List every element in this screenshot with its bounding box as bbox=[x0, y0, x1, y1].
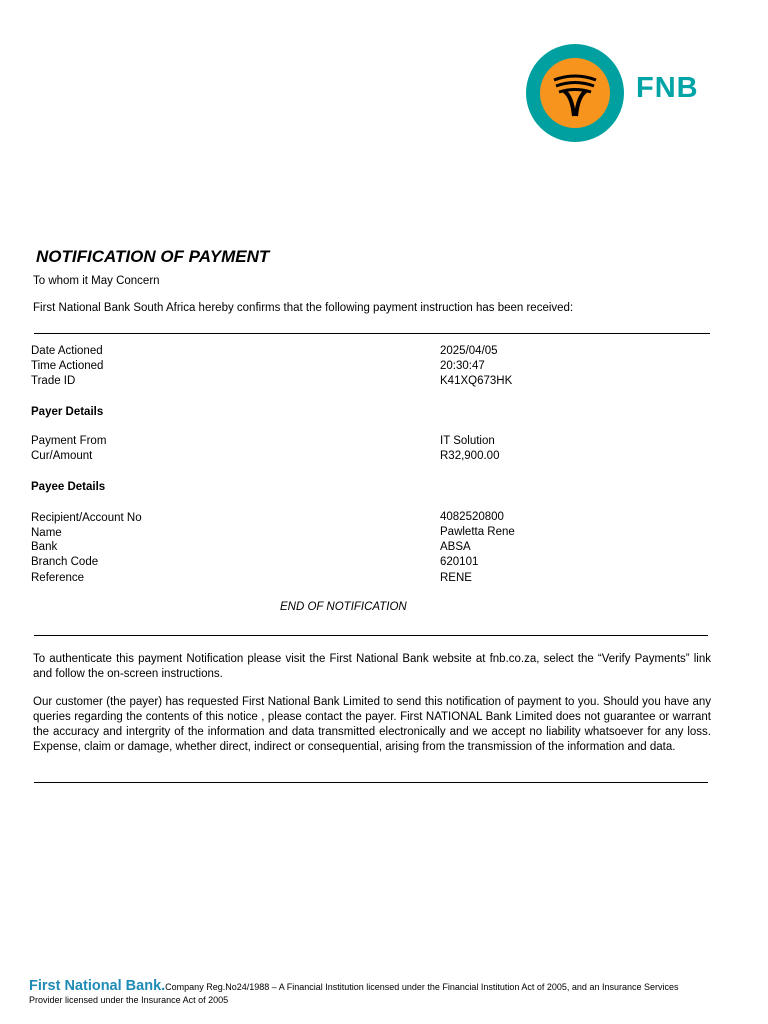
time-actioned-label: Time Actioned bbox=[31, 360, 104, 372]
disclaimer-text: Our customer (the payer) has requested First National Bank Limited to send this notification of payment to you. Should you have any queries regarding the contents of this notice , please contact the payer. First NATIONAL Bank Limited does not guarantee or warrant the accuracy and intergrity of the information and data transmitted electronically and we accept no liability whatsoever for any loss. Expense, claim or damage, whether direct, indirect or consequential, arising from the transmission of the information and data. bbox=[33, 696, 711, 753]
reference-value: RENE bbox=[440, 572, 472, 584]
time-actioned-value: 20:30:47 bbox=[440, 360, 485, 372]
authenticate-text: To authenticate this payment Notification please visit the First National Bank website at fnb.co.za, select the “Verify Payments” link and follow the on-screen instructions. bbox=[33, 653, 711, 680]
branch-code-value: 620101 bbox=[440, 556, 479, 568]
bank-value: ABSA bbox=[440, 541, 471, 553]
intro-text: First National Bank South Africa hereby confirms that the following payment instruction has been received: bbox=[33, 302, 574, 314]
divider bbox=[34, 333, 710, 334]
divider bbox=[34, 635, 708, 636]
thorn-tree-icon bbox=[540, 58, 610, 128]
divider bbox=[34, 782, 708, 783]
footer bbox=[29, 980, 709, 1007]
amount-label: Cur/Amount bbox=[31, 450, 93, 462]
date-actioned-value: 2025/04/05 bbox=[440, 345, 498, 357]
amount-value: R32,900.00 bbox=[440, 450, 500, 462]
fnb-logo bbox=[526, 44, 716, 144]
reference-label: Reference bbox=[31, 572, 85, 584]
salutation: To whom it May Concern bbox=[33, 275, 160, 287]
name-value: Pawletta Rene bbox=[440, 526, 515, 538]
recipient-account-label: Recipient/Account No bbox=[31, 512, 142, 524]
logo-emblem bbox=[540, 58, 610, 128]
trade-id-value: K41XQ673HK bbox=[440, 375, 513, 387]
recipient-account-value: 4082520800 bbox=[440, 511, 504, 523]
name-label: Name bbox=[31, 527, 62, 539]
branch-code-label: Branch Code bbox=[31, 556, 99, 568]
date-actioned-label: Date Actioned bbox=[31, 345, 103, 357]
end-of-notification: END OF NOTIFICATION bbox=[280, 601, 407, 613]
bank-label: Bank bbox=[31, 541, 58, 553]
footer-brand: First National Bank. bbox=[29, 978, 166, 994]
payment-from-label: Payment From bbox=[31, 435, 107, 447]
payment-from-value: IT Solution bbox=[440, 435, 495, 447]
payer-heading: Payer Details bbox=[31, 406, 104, 418]
payee-heading: Payee Details bbox=[31, 481, 106, 493]
trade-id-label: Trade ID bbox=[31, 375, 76, 387]
logo-text: FNB bbox=[636, 72, 699, 104]
page-title: NOTIFICATION OF PAYMENT bbox=[36, 247, 270, 266]
footer-legal-text: Company Reg.No24/1988 – A Financial Institution licensed under the Financial Institution Act of 2005, and an Insurance Services Provider licensed under the Insurance Act of 2005 bbox=[29, 982, 679, 1005]
